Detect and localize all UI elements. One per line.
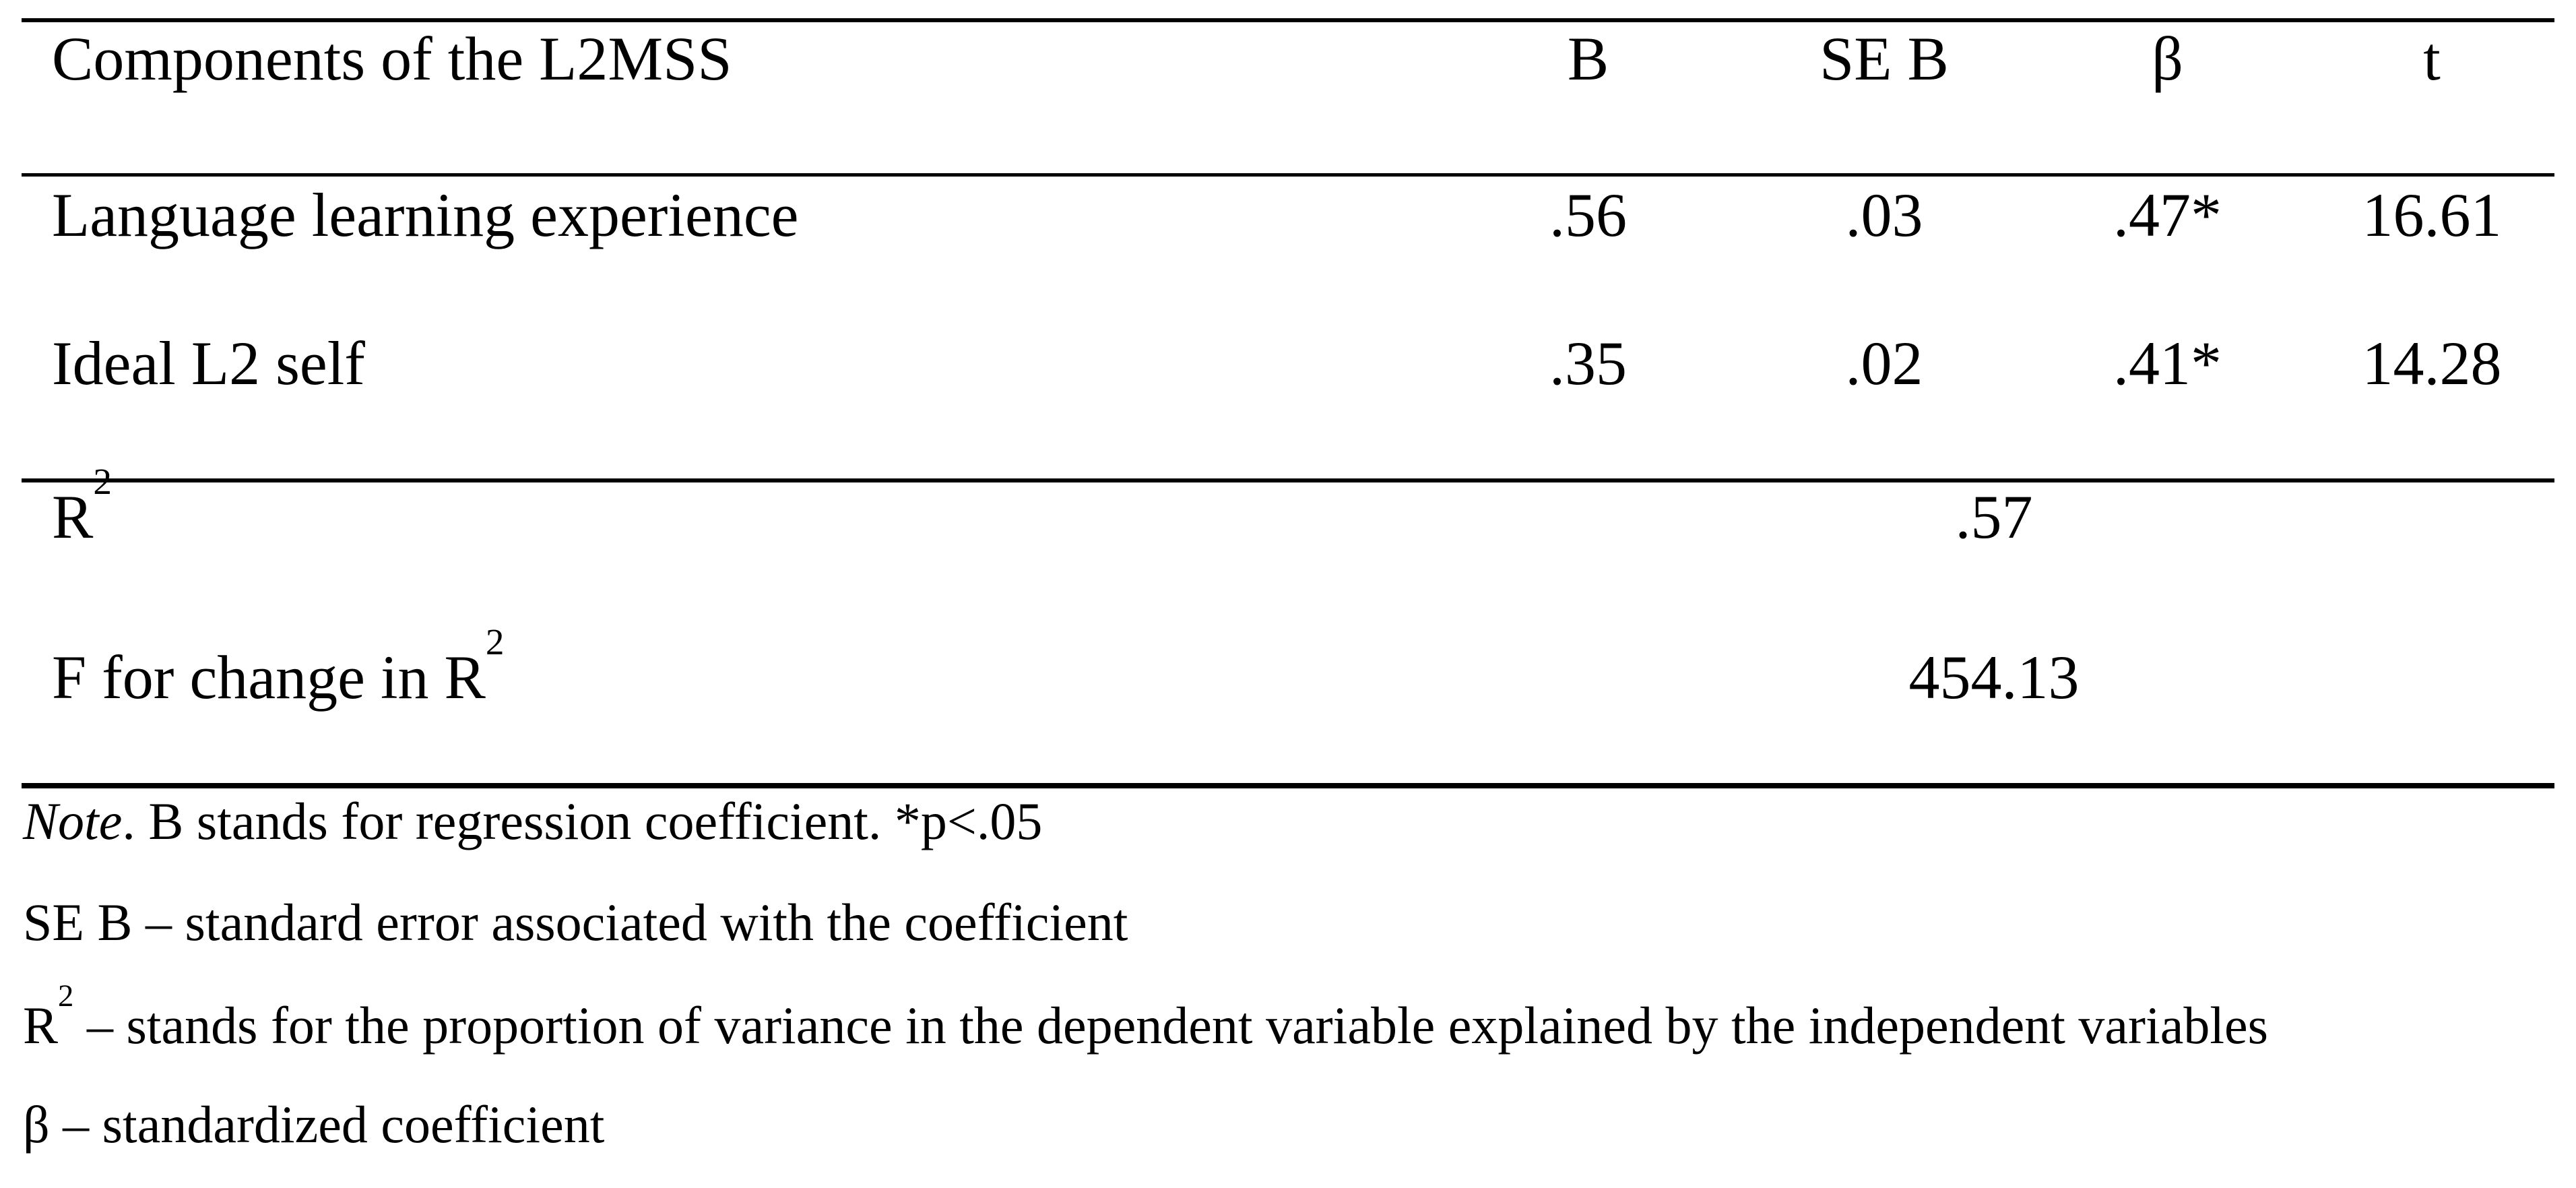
row-label: Language learning experience — [52, 181, 799, 249]
note-line-se-b: SE B – standard error associated with the coefficient — [23, 893, 1128, 951]
r-squared-superscript: 2 — [93, 461, 112, 503]
table-summary-rule — [22, 478, 2554, 482]
f-change-superscript: 2 — [485, 621, 505, 663]
row-value-beta: .41* — [2113, 329, 2222, 398]
table-row-r-squared — [22, 461, 2554, 551]
header-col-t: t — [2423, 24, 2441, 93]
note-r-squared-base: R — [23, 996, 59, 1055]
note-significance-text: . B stands for regression coefficient. *p<.05 — [122, 792, 1043, 850]
r-squared-label — [22, 461, 1434, 551]
header-col-b: B — [1567, 24, 1609, 93]
table-header-row — [22, 24, 2554, 93]
f-change-value: 454.13 — [1908, 643, 2080, 712]
row-value-se-b: .02 — [1845, 329, 1923, 398]
table-row-ideal-l2-self — [22, 329, 2554, 398]
row-value-t: 16.61 — [2362, 181, 2502, 249]
note-r-squared-text: – stands for the proportion of variance in the dependent variable explained by the independent variables — [73, 996, 2268, 1055]
table-header-rule — [22, 173, 2554, 177]
row-value-b: .56 — [1549, 181, 1627, 249]
r-squared-base: R — [52, 482, 94, 551]
note-line-beta: β – standardized coefficient — [23, 1095, 605, 1154]
note-line-r-squared — [23, 978, 2268, 1055]
header-components-label: Components of the L2MSS — [52, 24, 732, 93]
note-line-significance — [23, 792, 1043, 850]
table-row-language-learning-experience — [22, 181, 2554, 249]
table-bottom-rule — [22, 783, 2554, 788]
header-col-se-b: SE B — [1820, 24, 1949, 93]
table-top-rule — [22, 18, 2554, 22]
r-squared-value: .57 — [1955, 482, 2033, 551]
note-r-squared-superscript: 2 — [58, 978, 74, 1013]
note-word: Note — [23, 792, 123, 850]
f-change-base: F for change in R — [52, 643, 486, 712]
header-col-beta: β — [2152, 24, 2183, 93]
row-value-b: .35 — [1549, 329, 1627, 398]
row-label: Ideal L2 self — [52, 329, 365, 398]
row-value-beta: .47* — [2113, 181, 2222, 249]
f-change-label — [22, 621, 1434, 712]
table-row-f-change — [22, 621, 2554, 712]
row-value-se-b: .03 — [1845, 181, 1923, 249]
row-value-t: 14.28 — [2362, 329, 2502, 398]
